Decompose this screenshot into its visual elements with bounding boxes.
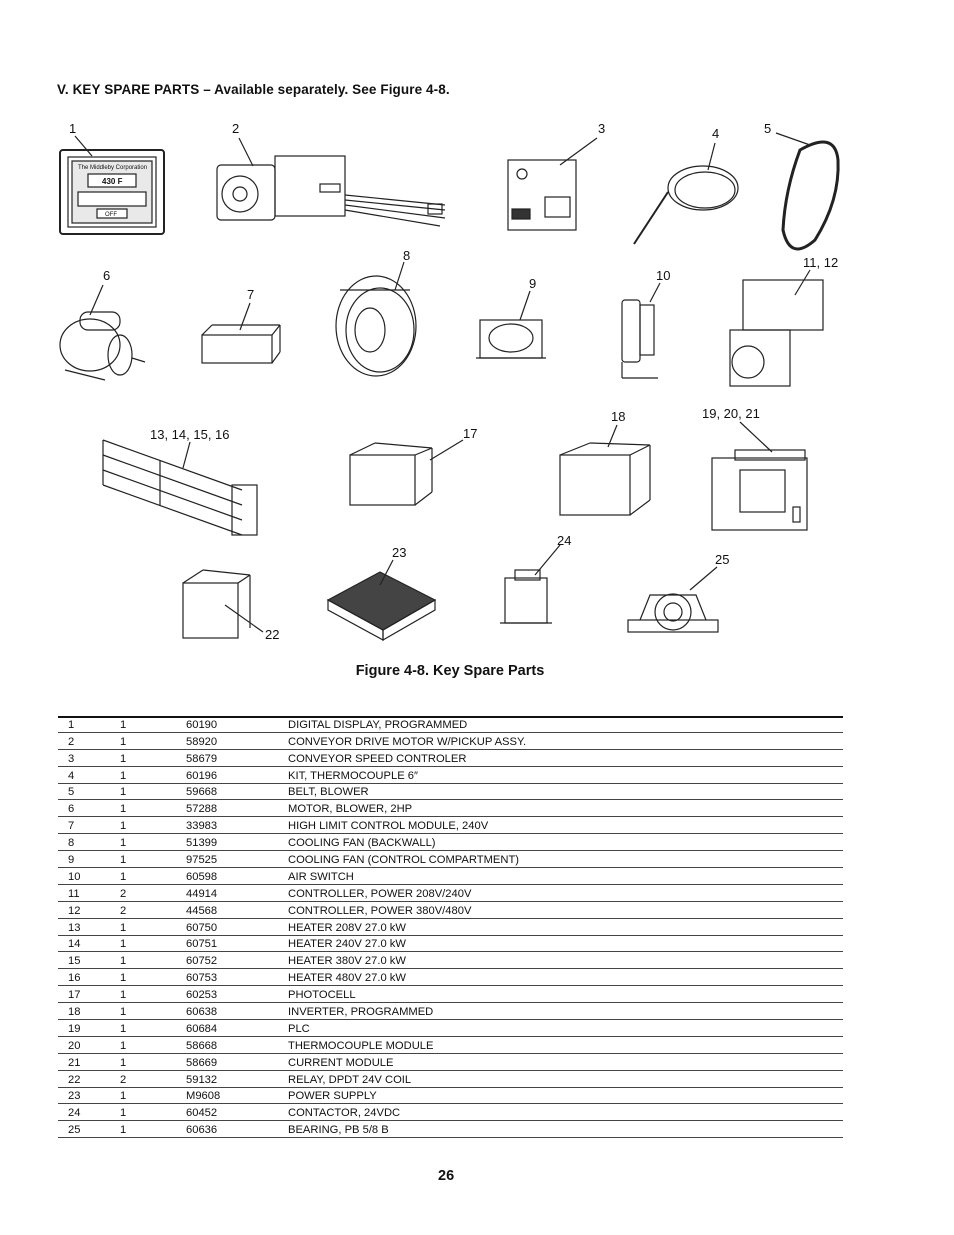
- quantity: 1: [120, 952, 186, 969]
- description: KIT, THERMOCOUPLE 6″: [288, 766, 843, 783]
- digital-display-drawing: [60, 150, 164, 234]
- description: THERMOCOUPLE MODULE: [288, 1036, 843, 1053]
- description: CONTACTOR, 24VDC: [288, 1104, 843, 1121]
- description: HEATER 240V 27.0 kW: [288, 935, 843, 952]
- part-number: 60196: [186, 766, 288, 783]
- callout-13-16: 13, 14, 15, 16: [150, 427, 230, 442]
- table-row: [58, 749, 843, 766]
- quantity: 1: [120, 783, 186, 800]
- description: HIGH LIMIT CONTROL MODULE, 240V: [288, 817, 843, 834]
- table-row: [58, 834, 843, 851]
- quantity: 1: [120, 1121, 186, 1138]
- description: MOTOR, BLOWER, 2HP: [288, 800, 843, 817]
- display-temp: 430 F: [102, 177, 123, 186]
- description: CONTROLLER, POWER 208V/240V: [288, 884, 843, 901]
- table-row: [58, 1121, 843, 1138]
- table-row: [58, 800, 843, 817]
- callout-10: 10: [656, 268, 671, 283]
- callout-11-12: 11, 12: [803, 255, 839, 270]
- quantity: 1: [120, 716, 186, 732]
- description: BELT, BLOWER: [288, 783, 843, 800]
- item-number: 18: [58, 1003, 120, 1020]
- item-number: 25: [58, 1121, 120, 1138]
- description: POWER SUPPLY: [288, 1087, 843, 1104]
- callout-6: 6: [103, 268, 111, 283]
- callout-17: 17: [463, 426, 478, 441]
- description: CONTROLLER, POWER 380V/480V: [288, 901, 843, 918]
- table-row: [58, 1104, 843, 1121]
- quantity: 1: [120, 986, 186, 1003]
- table-row: [58, 884, 843, 901]
- page-number: 26: [438, 1168, 455, 1184]
- description: CONVEYOR DRIVE MOTOR W/PICKUP ASSY.: [288, 732, 843, 749]
- display-brand: The Middleby Corporation: [78, 165, 148, 171]
- part-number: 60253: [186, 986, 288, 1003]
- callout-23: 23: [392, 545, 407, 560]
- description: DIGITAL DISPLAY, PROGRAMMED: [288, 716, 843, 732]
- part-number: 57288: [186, 800, 288, 817]
- part-number: 44914: [186, 884, 288, 901]
- quantity: 1: [120, 935, 186, 952]
- quantity: 1: [120, 969, 186, 986]
- table-row: [58, 986, 843, 1003]
- quantity: 1: [120, 851, 186, 868]
- description: HEATER 208V 27.0 kW: [288, 918, 843, 935]
- parts-table: [58, 716, 843, 1138]
- callout-7: 7: [247, 287, 255, 302]
- table-row: [58, 851, 843, 868]
- quantity: 2: [120, 901, 186, 918]
- table-row: [58, 868, 843, 885]
- part-number: 44568: [186, 901, 288, 918]
- description: BEARING, PB 5/8 B: [288, 1121, 843, 1138]
- item-number: 14: [58, 935, 120, 952]
- callout-2: 2: [232, 121, 240, 136]
- callout-8: 8: [403, 248, 411, 263]
- item-number: 13: [58, 918, 120, 935]
- quantity: 1: [120, 868, 186, 885]
- table-row: [58, 1036, 843, 1053]
- description: RELAY, DPDT 24V COIL: [288, 1070, 843, 1087]
- callout-25: 25: [715, 552, 730, 567]
- table-row: [58, 1070, 843, 1087]
- table-row: [58, 952, 843, 969]
- part-number: 60598: [186, 868, 288, 885]
- part-number: 60753: [186, 969, 288, 986]
- display-off: OFF: [105, 212, 117, 218]
- part-number: 58668: [186, 1036, 288, 1053]
- item-number: 5: [58, 783, 120, 800]
- item-number: 7: [58, 817, 120, 834]
- quantity: 1: [120, 749, 186, 766]
- quantity: 1: [120, 1053, 186, 1070]
- part-number: 60750: [186, 918, 288, 935]
- part-number: 58920: [186, 732, 288, 749]
- part-number: 33983: [186, 817, 288, 834]
- item-number: 6: [58, 800, 120, 817]
- item-number: 23: [58, 1087, 120, 1104]
- quantity: 1: [120, 1036, 186, 1053]
- quantity: 1: [120, 1020, 186, 1037]
- figure-caption: Figure 4-8. Key Spare Parts: [355, 663, 545, 679]
- quantity: 1: [120, 817, 186, 834]
- item-number: 9: [58, 851, 120, 868]
- part-number: 60452: [186, 1104, 288, 1121]
- item-number: 2: [58, 732, 120, 749]
- description: CURRENT MODULE: [288, 1053, 843, 1070]
- description: AIR SWITCH: [288, 868, 843, 885]
- quantity: 1: [120, 918, 186, 935]
- table-row: [58, 732, 843, 749]
- table-row: [58, 1053, 843, 1070]
- part-number: 59668: [186, 783, 288, 800]
- table-row: [58, 935, 843, 952]
- table-row: [58, 918, 843, 935]
- description: HEATER 380V 27.0 kW: [288, 952, 843, 969]
- item-number: 12: [58, 901, 120, 918]
- table-row: [58, 1020, 843, 1037]
- item-number: 1: [58, 716, 120, 732]
- callout-3: 3: [598, 121, 606, 136]
- part-number: 97525: [186, 851, 288, 868]
- quantity: 1: [120, 1087, 186, 1104]
- item-number: 24: [58, 1104, 120, 1121]
- part-number: 59132: [186, 1070, 288, 1087]
- callout-4: 4: [712, 126, 720, 141]
- table-row: [58, 716, 843, 732]
- callout-1: 1: [69, 121, 77, 136]
- part-number: M9608: [186, 1087, 288, 1104]
- part-number: 60638: [186, 1003, 288, 1020]
- table-row: [58, 901, 843, 918]
- part-number: 58669: [186, 1053, 288, 1070]
- table-row: [58, 766, 843, 783]
- quantity: 2: [120, 1070, 186, 1087]
- table-row: [58, 1003, 843, 1020]
- item-number: 8: [58, 834, 120, 851]
- callout-24: 24: [557, 533, 572, 548]
- quantity: 1: [120, 800, 186, 817]
- quantity: 1: [120, 732, 186, 749]
- description: COOLING FAN (CONTROL COMPARTMENT): [288, 851, 843, 868]
- item-number: 3: [58, 749, 120, 766]
- table-row: [58, 817, 843, 834]
- description: COOLING FAN (BACKWALL): [288, 834, 843, 851]
- description: INVERTER, PROGRAMMED: [288, 1003, 843, 1020]
- item-number: 16: [58, 969, 120, 986]
- quantity: 1: [120, 766, 186, 783]
- quantity: 1: [120, 834, 186, 851]
- callout-5: 5: [764, 121, 772, 136]
- part-number: 51399: [186, 834, 288, 851]
- callout-22: 22: [265, 627, 280, 642]
- item-number: 4: [58, 766, 120, 783]
- item-number: 11: [58, 884, 120, 901]
- part-number: 60190: [186, 716, 288, 732]
- part-number: 60636: [186, 1121, 288, 1138]
- item-number: 20: [58, 1036, 120, 1053]
- table-row: [58, 783, 843, 800]
- description: PHOTOCELL: [288, 986, 843, 1003]
- section-heading: V. KEY SPARE PARTS – Available separately. See Figure 4-8.: [57, 82, 450, 97]
- item-number: 19: [58, 1020, 120, 1037]
- quantity: 2: [120, 884, 186, 901]
- part-number: 58679: [186, 749, 288, 766]
- item-number: 22: [58, 1070, 120, 1087]
- table-row: [58, 1087, 843, 1104]
- item-number: 17: [58, 986, 120, 1003]
- callout-9: 9: [529, 276, 537, 291]
- description: HEATER 480V 27.0 kW: [288, 969, 843, 986]
- part-number: 60752: [186, 952, 288, 969]
- table-row: [58, 969, 843, 986]
- quantity: 1: [120, 1003, 186, 1020]
- quantity: 1: [120, 1104, 186, 1121]
- callout-18: 18: [611, 409, 626, 424]
- item-number: 15: [58, 952, 120, 969]
- description: PLC: [288, 1020, 843, 1037]
- part-number: 60684: [186, 1020, 288, 1037]
- part-number: 60751: [186, 935, 288, 952]
- description: CONVEYOR SPEED CONTROLER: [288, 749, 843, 766]
- item-number: 21: [58, 1053, 120, 1070]
- item-number: 10: [58, 868, 120, 885]
- callout-19-21: 19, 20, 21: [702, 406, 760, 421]
